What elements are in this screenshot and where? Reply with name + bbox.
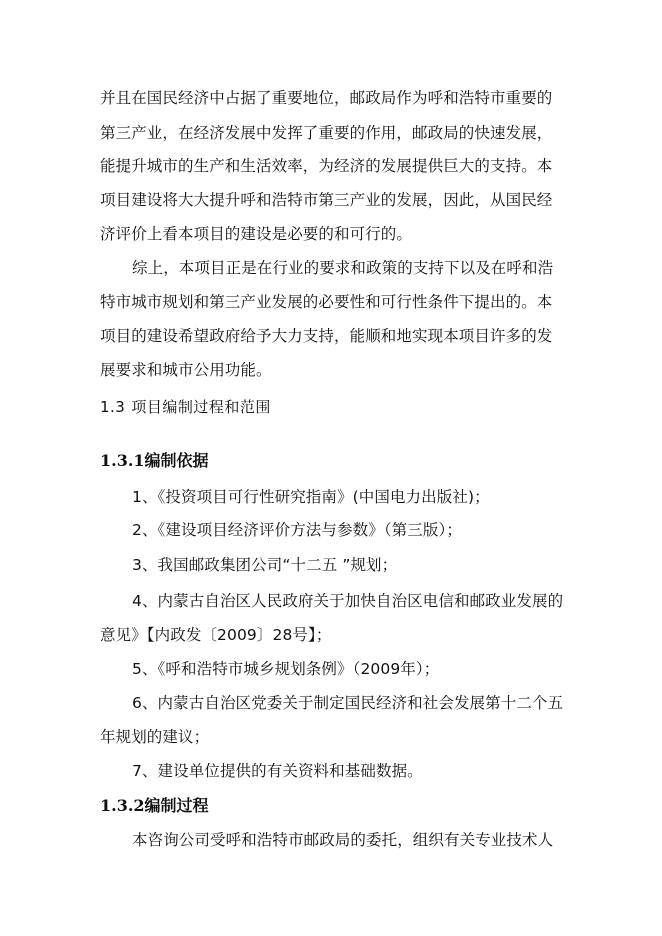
section-title: 编制依据 xyxy=(144,451,209,470)
list-item: 4、内蒙古自治区人民政府关于加快自治区电信和邮政业发展的 xyxy=(132,592,564,610)
paragraph-line: 本咨询公司受呼和浩特市邮政局的委托，组织有关专业技术人 xyxy=(132,831,554,849)
section-heading-1-3-1 xyxy=(100,451,209,471)
paragraph-line: 济评价上看本项目的建设是必要的和可行的。 xyxy=(100,225,413,243)
section-heading-1-3 xyxy=(100,397,271,417)
list-item: 6、内蒙古自治区党委关于制定国民经济和社会发展第十二个五 xyxy=(132,694,564,712)
list-item: 3、我国邮政集团公司“十二五 ”规划； xyxy=(132,556,398,574)
paragraph-line: 展要求和城市公用功能。 xyxy=(100,361,272,379)
list-item: 5、《呼和浩特市城乡规划条例》（2009年）； xyxy=(132,660,440,678)
list-item: 7、建设单位提供的有关资料和基础数据。 xyxy=(132,762,423,780)
paragraph-line: 第三产业，在经济发展中发挥了重要的作用，邮政局的快速发展， xyxy=(100,124,553,142)
list-item-continuation: 意见》【内政发〔2009〕28号】； xyxy=(100,626,332,644)
paragraph-line: 综上，本项目正是在行业的要求和政策的支持下以及在呼和浩 xyxy=(132,259,554,277)
section-number: 1.3.2 xyxy=(100,796,145,815)
section-title: 编制过程 xyxy=(144,796,209,815)
paragraph-line: 项目的建设希望政府给予大力支持，能顺和地实现本项目许多的发 xyxy=(100,327,553,345)
section-title: 项目编制过程和范围 xyxy=(131,398,271,416)
paragraph-line: 能提升城市的生产和生活效率，为经济的发展提供巨大的支持。本 xyxy=(100,157,553,175)
list-item: 2、《建设项目经济评价方法与参数》（第三版）； xyxy=(132,521,462,539)
list-item: 1、《投资项目可行性研究指南》(中国电力出版社)； xyxy=(132,488,490,506)
section-number: 1.3 xyxy=(100,398,126,416)
section-heading-1-3-2 xyxy=(100,796,209,816)
list-item-continuation: 年规划的建议； xyxy=(100,728,210,746)
paragraph-line: 特市城市规划和第三产业发展的必要性和可行性条件下提出的。本 xyxy=(100,293,553,311)
paragraph-line: 并且在国民经济中占据了重要地位，邮政局作为呼和浩特市重要的 xyxy=(100,89,553,107)
paragraph-line: 项目建设将大大提升呼和浩特市第三产业的发展，因此，从国民经 xyxy=(100,191,553,209)
section-number: 1.3.1 xyxy=(100,451,145,470)
